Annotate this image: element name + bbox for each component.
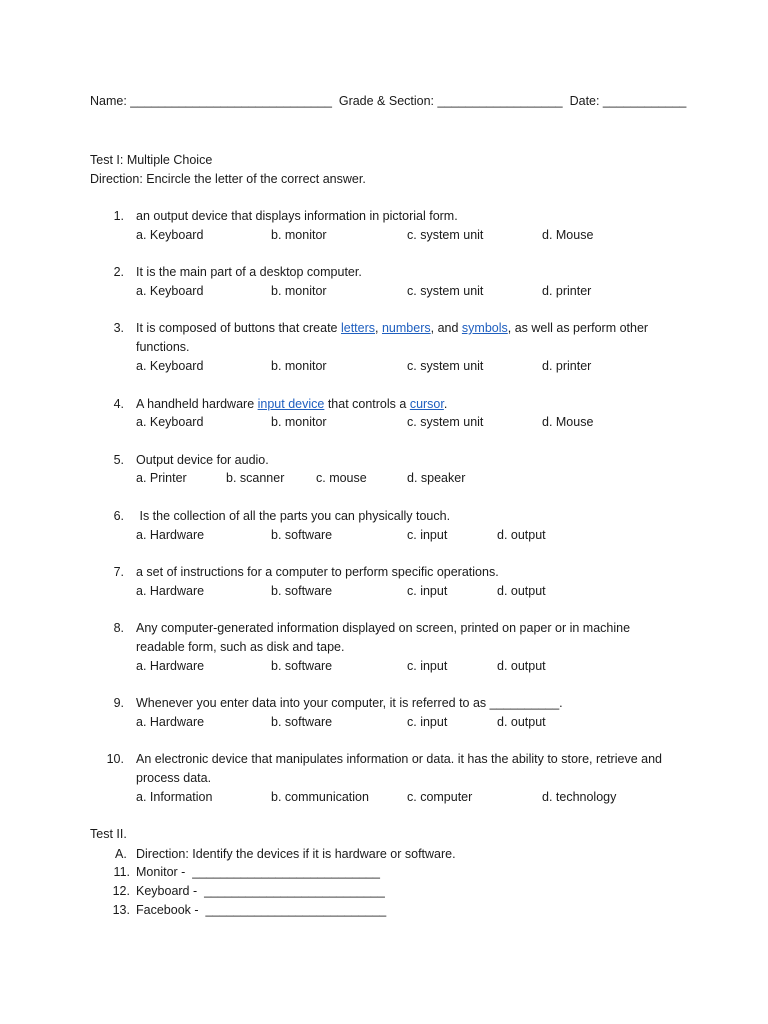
choice-d[interactable]: d. Mouse [542,228,594,242]
choice-b[interactable]: b. monitor [271,284,327,298]
text-segment: , as well as perform other functions. [136,321,649,354]
item-number: 13. [112,903,130,917]
choice-a[interactable]: a. Keyboard [136,359,204,373]
choice-d[interactable]: d. printer [542,284,592,298]
question-number: 5. [113,453,124,467]
choice-d[interactable]: d. Mouse [542,415,594,429]
choice-c[interactable]: c. mouse [316,471,367,485]
choice-b[interactable]: b. monitor [271,415,327,429]
link-input-device[interactable]: input device [257,397,325,411]
question-text: Any computer-generated information displayed on screen, printed on paper or in machine readable form, such as disk and tape. [136,621,631,654]
choice-a[interactable]: a. Hardware [136,715,205,729]
answer-line-monitor[interactable]: Monitor - ___________________________ [136,865,380,879]
question-number: 9. [113,696,124,710]
choice-b[interactable]: b. software [271,659,333,673]
question-text: It is the main part of a desktop computer. [136,265,362,279]
choice-c[interactable]: c. system unit [407,359,484,373]
choice-c[interactable]: c. input [407,528,448,542]
choice-a[interactable]: a. Keyboard [136,284,204,298]
item-number: 11. [113,865,130,879]
choice-a[interactable]: a. Hardware [136,584,205,598]
question-number: 3. [113,321,124,335]
choice-c[interactable]: c. input [407,659,448,673]
test2-title: Test II. [90,827,127,841]
question-number: 4. [113,397,124,411]
link-numbers[interactable]: numbers [381,321,431,335]
choice-b[interactable]: b. software [271,715,333,729]
question-text: An electronic device that manipulates information or data. it has the ability to store, retrieve and process data. [136,752,662,785]
link-letters[interactable]: letters [340,321,376,335]
choice-c[interactable]: c. computer [407,790,473,804]
question-number: 1. [113,209,124,223]
choice-d[interactable]: d. printer [542,359,592,373]
choice-c[interactable]: c. system unit [407,284,484,298]
question-number: 8. [113,621,124,635]
test1-title: Test I: Multiple Choice [90,153,213,167]
question-number: 2. [113,265,124,279]
item-number: 12. [112,884,130,898]
choice-b[interactable]: b. monitor [271,359,327,373]
text-segment: . [443,397,448,411]
text-segment: that controls a [324,397,410,411]
choice-a[interactable]: a. Information [136,790,213,804]
question-number: 10. [106,752,124,766]
choice-c[interactable]: c. system unit [407,415,484,429]
choice-a[interactable]: a. Printer [136,471,187,485]
answer-line-facebook[interactable]: Facebook - __________________________ [136,903,387,917]
choice-b[interactable]: b. communication [271,790,369,804]
choice-d[interactable]: d. technology [542,790,617,804]
header-line: Name: _____________________________ Grade & Section: __________________ Date: ____________ [90,94,687,108]
test1-direction: Direction: Encircle the letter of the correct answer. [90,172,366,186]
text-segment: It is composed of buttons that create [136,321,341,335]
choice-a[interactable]: a. Keyboard [136,228,204,242]
choice-d[interactable]: d. speaker [407,471,466,485]
choice-a[interactable]: a. Keyboard [136,415,204,429]
question-text: a set of instructions for a computer to perform specific operations. [136,565,499,579]
choice-b[interactable]: b. software [271,584,333,598]
question-text [136,395,676,414]
choice-a[interactable]: a. Hardware [136,659,205,673]
choice-d[interactable]: d. output [497,659,546,673]
choice-c[interactable]: c. input [407,584,448,598]
choice-d[interactable]: d. output [497,584,546,598]
question-text [136,319,666,357]
question-text: an output device that displays information in pictorial form. [136,209,458,223]
answer-line-keyboard[interactable]: Keyboard - __________________________ [136,884,385,898]
question-number: 6. [113,509,124,523]
question-number: 7. [113,565,124,579]
question-text: Is the collection of all the parts you can physically touch. [136,509,451,523]
link-cursor[interactable]: cursor [409,397,444,411]
test2-direction: Direction: Identify the devices if it is hardware or software. [136,847,456,861]
choice-b[interactable]: b. software [271,528,333,542]
question-text: Whenever you enter data into your computer, it is referred to as __________. [136,696,563,710]
choice-b[interactable]: b. monitor [271,228,327,242]
text-segment: , and [430,321,462,335]
text-segment: , [375,321,382,335]
test2-part-label: A. [115,847,127,861]
link-symbols[interactable]: symbols [461,321,508,335]
question-text: Output device for audio. [136,453,269,467]
choice-d[interactable]: d. output [497,715,546,729]
choice-b[interactable]: b. scanner [226,471,285,485]
choice-a[interactable]: a. Hardware [136,528,205,542]
choice-d[interactable]: d. output [497,528,546,542]
text-segment: A handheld hardware [136,397,258,411]
choice-c[interactable]: c. system unit [407,228,484,242]
choice-c[interactable]: c. input [407,715,448,729]
